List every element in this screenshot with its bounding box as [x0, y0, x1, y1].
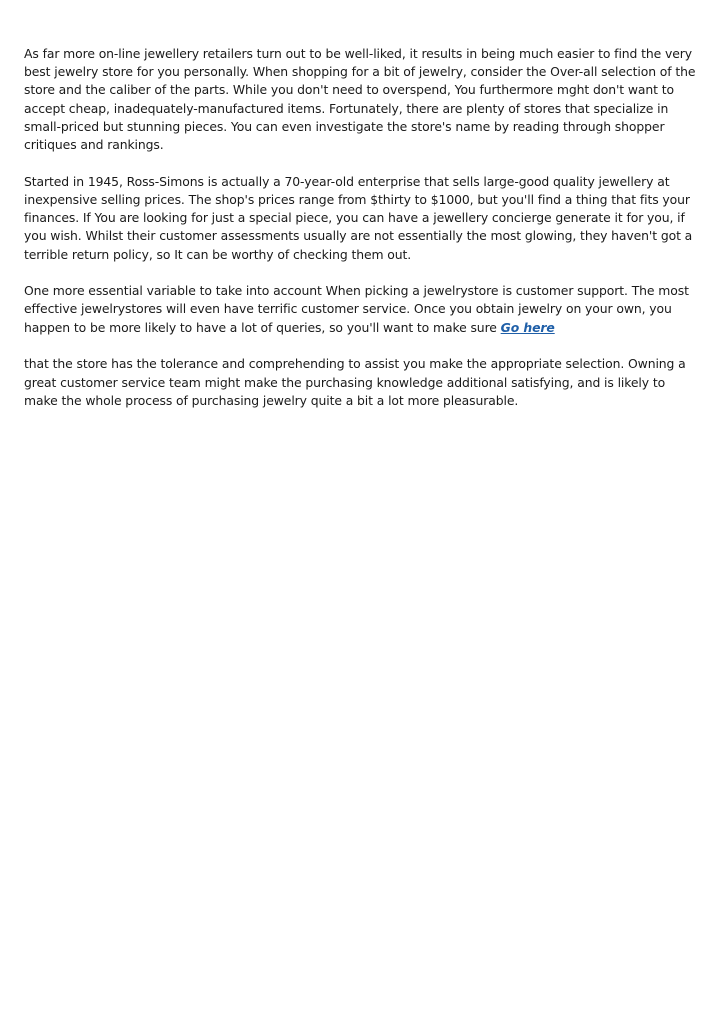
go-here-link[interactable]: Go here — [500, 319, 555, 335]
paragraph-2 — [24, 173, 700, 264]
paragraph-4-text: that the store has the tolerance and comprehending to assist you make the appropriate selection. Owning a great customer service team might make the purchasing knowledge additional satisfying, and is likely to make the whole process of purchasing jewelry quite a bit a lot more pleasurable. — [24, 356, 686, 408]
document-body — [24, 45, 700, 428]
paragraph-3 — [24, 282, 700, 337]
paragraph-4 — [24, 355, 700, 410]
paragraph-1-text: As far more on-line jewellery retailers turn out to be well-liked, it results in being much easier to find the very best jewelry store for you personally. When shopping for a bit of jewelry, consider the Over-all selection of the store and the caliber of the parts. While you don't need to overspend, You furthermore mght don't want to accept cheap, inadequately-manufactured items. Fortunately, there are plenty of stores that specialize in small-priced but stunning pieces. You can even investigate the store's name by reading through shopper critiques and rankings. — [24, 46, 696, 153]
paragraph-3-text: One more essential variable to take into account When picking a jewelrystore is customer support. The most effective jewelrystores will even have terrific customer service. Once you obtain jewelry on your own, you happen to be more likely to have a lot of queries, so you'll want to make sure — [24, 283, 689, 335]
paragraph-2-text: Started in 1945, Ross-Simons is actually a 70-year-old enterprise that sells large-good quality jewellery at inexpensive selling prices. The shop's prices range from $thirty to $1000, but you'll find a thing that fits your finances. If You are looking for just a special piece, you can have a jewellery concierge generate it for you, if you wish. Whilst their customer assessments usually are not essentially the most glowing, they haven't got a terrible return policy, so It can be worthy of checking them out. — [24, 173, 693, 262]
paragraph-1 — [24, 45, 700, 154]
